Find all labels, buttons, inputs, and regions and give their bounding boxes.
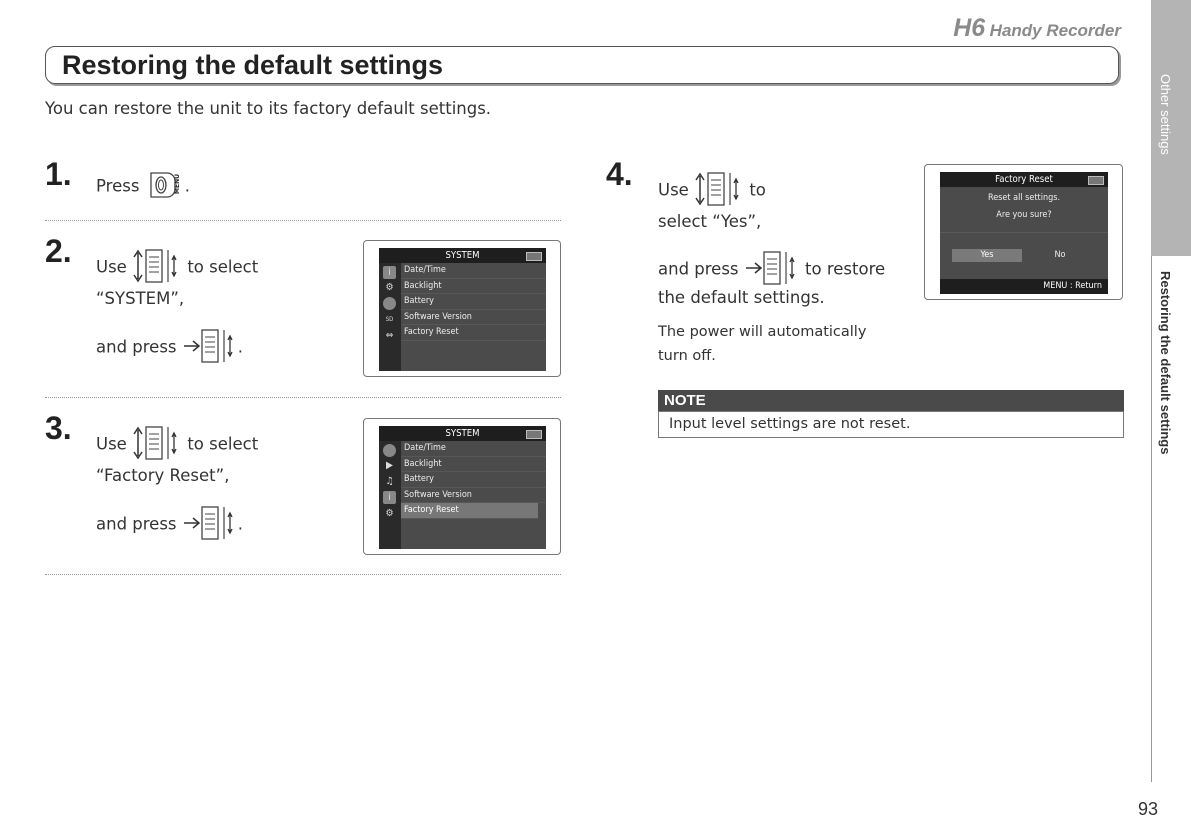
no-button[interactable]: No [1054,250,1066,260]
step-4-and-press: and press [658,259,739,279]
gear-icon: ⚙ [385,508,394,519]
step-4-line4: the default settings. [658,288,825,307]
play-icon: ▶ [386,460,393,471]
menu-item-factory-reset-selected[interactable]: Factory Reset [401,503,538,519]
step-3-line1 [96,424,258,466]
sidebar-topic-label: Restoring the default settings [1158,271,1173,455]
step-2-line3 [96,327,243,369]
screen-title: SYSTEM [379,426,546,441]
screen-title: Factory Reset [940,172,1108,187]
screen-system [379,248,546,371]
screen-system-selected [379,426,546,549]
step-3-line2: “Factory Reset”, [96,466,230,485]
wheel-press-icon [182,327,238,369]
step-3-number: 3. [45,410,72,446]
menu-key-label: MENU [173,174,181,194]
system-menu [401,263,546,341]
battery-icon [526,252,542,261]
screen-system-frame [363,240,561,377]
step-2-period: . [237,337,244,357]
step-2-line1 [96,247,258,289]
divider [940,232,1108,233]
menu-item-software-version[interactable]: Software Version [401,310,546,326]
gear-icon: ⚙ [385,282,394,293]
menu-item-backlight[interactable]: Backlight [401,457,546,473]
step-2-line2: “SYSTEM”, [96,289,185,308]
screen-factory-reset-frame [924,164,1123,300]
yes-button[interactable]: Yes [952,249,1022,262]
divider [45,574,561,575]
step-3-to-select: to select [187,434,259,454]
step-2-use: Use [96,257,127,277]
reset-line-2: Are you sure? [996,210,1052,220]
menu-item-battery[interactable]: Battery [401,472,546,488]
icon-column [379,263,401,371]
step-4-line1 [658,170,766,212]
step-4-use: Use [658,180,689,200]
step-3-line3 [96,504,243,546]
icon-column [379,441,401,549]
step-4-note-1: The power will automatically [658,324,867,340]
usb-icon: ⇔ [385,330,394,341]
step-4-number: 4. [606,156,633,192]
brand-header [953,14,1121,43]
screen-title: SYSTEM [379,248,546,263]
step-2-to-select: to select [187,257,259,277]
reset-line-1: Reset all settings. [987,193,1061,203]
disc-icon [383,297,396,310]
menu-item-software-version[interactable]: Software Version [401,488,546,504]
sidebar-rule [1151,256,1152,782]
step-2-and-press: and press [96,337,177,357]
page-title-box [45,46,1119,84]
step-2-number: 2. [45,233,72,269]
note-label: NOTE [658,390,1124,411]
intro-text: You can restore the unit to its factory default settings. [45,99,492,118]
screen-factory-reset [940,172,1108,294]
battery-icon [1088,176,1104,185]
sd-card-icon: SD [385,316,394,323]
wheel-press-icon [182,504,238,546]
music-icon: ♫ [385,476,394,487]
wheel-press-icon [744,249,800,291]
menu-button-icon [145,170,185,204]
note-text: Input level settings are not reset. [658,411,1124,438]
menu-item-date-time[interactable]: Date/Time [401,263,546,279]
record-icon [383,444,396,457]
brand-model: H6 [953,14,986,42]
scroll-wheel-icon [132,247,182,289]
info-icon: i [383,266,396,279]
screen-footer: MENU : Return [940,279,1108,294]
info-icon: i [383,491,396,504]
step-4-line2: select “Yes”, [658,212,762,231]
step-3-period: . [237,514,244,534]
menu-item-battery[interactable]: Battery [401,294,546,310]
scroll-wheel-icon [694,170,744,212]
menu-item-factory-reset[interactable]: Factory Reset [401,325,546,341]
divider [45,220,561,221]
page-number: 93 [1137,799,1158,819]
step-3-use: Use [96,434,127,454]
page-title: Restoring the default settings [62,50,444,80]
step-1-number: 1. [45,156,72,192]
battery-icon [526,430,542,439]
step-1-text [96,170,190,204]
step-1-press: Press [96,176,140,196]
divider [45,397,561,398]
step-4-to: to [749,180,766,200]
step-3-and-press: and press [96,514,177,534]
step-4-to-restore: to restore [805,259,886,279]
system-menu [401,441,546,519]
scroll-wheel-icon [132,424,182,466]
step-1-period: . [184,176,190,196]
menu-item-date-time[interactable]: Date/Time [401,441,546,457]
screen-system-selected-frame [363,418,561,555]
brand-subtitle: Handy Recorder [989,21,1121,40]
menu-item-backlight[interactable]: Backlight [401,279,546,295]
step-4-line3 [658,249,885,291]
sidebar-section-label: Other settings [1158,74,1173,155]
step-4-note-2: turn off. [658,348,716,364]
